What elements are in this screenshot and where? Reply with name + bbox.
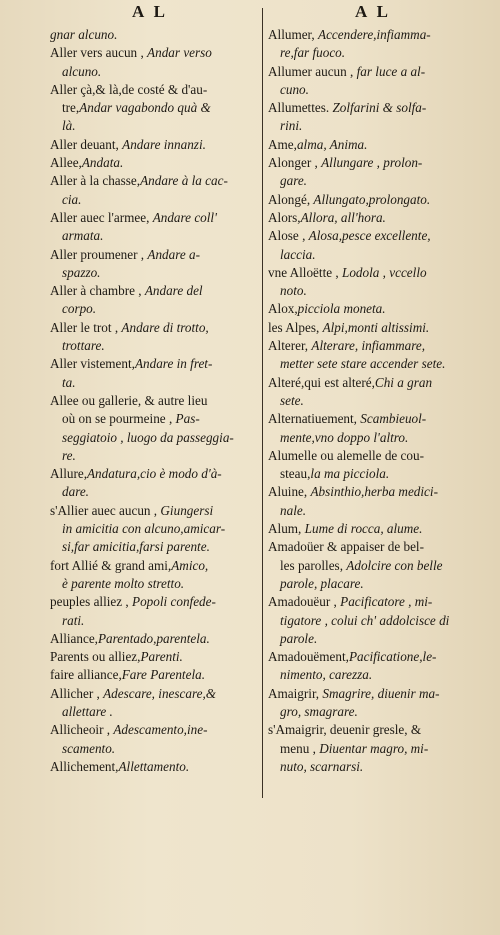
entry-line — [268, 246, 474, 264]
italian-gloss: Absinthio,herba medici- — [310, 484, 438, 500]
dictionary-entry — [268, 337, 474, 374]
dictionary-entry — [268, 191, 474, 209]
dictionary-entry — [268, 99, 474, 136]
italian-gloss: Alosa,pesce excellente, — [308, 228, 431, 244]
entry-line — [268, 337, 474, 355]
french-headword: Allicher , — [50, 685, 104, 701]
italian-gloss: Andar vagabondo quà & — [79, 100, 211, 116]
entry-line — [50, 117, 257, 135]
entry-line — [50, 392, 257, 410]
right-column — [268, 26, 474, 776]
entry-line — [50, 666, 257, 684]
entry-line — [50, 520, 257, 538]
entry-line — [268, 227, 474, 245]
italian-gloss: mente,vno doppo l'altro. — [280, 429, 409, 445]
french-headword: Allee ou gallerie, & autre lieu — [50, 392, 208, 408]
italian-gloss: allettare . — [62, 703, 113, 719]
entry-line — [50, 227, 257, 245]
entry-line — [50, 264, 257, 282]
dictionary-entry — [50, 685, 257, 722]
entry-line — [268, 154, 474, 172]
dictionary-entry — [268, 410, 474, 447]
entry-line — [268, 465, 474, 483]
entry-line — [50, 703, 257, 721]
entry-line — [50, 410, 257, 428]
entry-line — [268, 172, 474, 190]
entry-line — [268, 666, 474, 684]
italian-gloss: Andar verso — [147, 45, 212, 61]
french-headword: Alterer, — [268, 338, 312, 354]
entry-line — [50, 758, 257, 776]
french-headword: tre, — [62, 100, 80, 116]
dictionary-entry — [50, 502, 257, 557]
entry-line — [268, 319, 474, 337]
dictionary-entry — [50, 392, 257, 465]
italian-gloss: Andare innanzi. — [122, 136, 206, 152]
italian-gloss: Accendere,infiamma- — [318, 27, 431, 42]
entry-line — [268, 630, 474, 648]
dictionary-entry — [50, 246, 257, 283]
dictionary-entry — [50, 355, 257, 392]
italian-gloss: armata. — [62, 228, 104, 244]
entry-line — [50, 209, 257, 227]
dictionary-entry — [50, 666, 257, 684]
italian-gloss: Pacificatore , mi- — [340, 594, 433, 610]
french-headword: Alose , — [268, 228, 309, 244]
french-headword: Amadouëment, — [268, 649, 349, 665]
italian-gloss: Diuentar magro, mi- — [319, 740, 429, 756]
italian-gloss: in amicitia con alcuno,amicar- — [62, 521, 226, 537]
italian-gloss: ta. — [62, 374, 76, 390]
entry-line — [268, 593, 474, 611]
italian-gloss: laccia. — [280, 246, 316, 262]
french-headword: steau, — [280, 466, 311, 482]
dictionary-entry — [268, 136, 474, 154]
entry-line — [268, 557, 474, 575]
italian-gloss: Giungersi — [160, 502, 214, 518]
french-headword: les Alpes, — [268, 319, 323, 335]
italian-gloss: Allettamento. — [118, 758, 190, 774]
entry-line — [50, 355, 257, 373]
italian-gloss: gare. — [280, 173, 307, 189]
entry-line — [50, 630, 257, 648]
entry-line — [50, 319, 257, 337]
italian-gloss: parole, placare. — [280, 575, 364, 591]
dictionary-entry — [50, 758, 257, 776]
entry-line — [268, 685, 474, 703]
french-headword: Aller auec l'armee, — [50, 209, 153, 225]
italian-gloss: là. — [62, 118, 76, 134]
header-left-letters: A L — [132, 2, 168, 21]
entry-line — [50, 685, 257, 703]
french-headword: Allichement, — [50, 758, 119, 774]
french-headword: Alonger , — [268, 155, 322, 171]
dictionary-entry — [50, 44, 257, 81]
dictionary-entry — [50, 319, 257, 356]
entry-line — [268, 209, 474, 227]
dictionary-entry — [268, 648, 474, 685]
french-headword: où on se pourmeine , — [62, 411, 176, 427]
entry-line — [268, 63, 474, 81]
header-right-letters: A L — [355, 2, 391, 21]
italian-gloss: Andata. — [81, 155, 124, 171]
entry-line — [268, 447, 474, 465]
entry-line — [268, 538, 474, 556]
entry-line — [50, 447, 257, 465]
entry-line — [268, 612, 474, 630]
italian-gloss: Fare Parentela. — [121, 667, 206, 683]
french-headword: s'Amaigrir, deuenir gresle, & — [268, 722, 422, 738]
dictionary-entry — [268, 300, 474, 318]
dictionary-entry — [268, 374, 474, 411]
entry-line — [50, 429, 257, 447]
italian-gloss: re. — [62, 447, 76, 463]
dictionary-entry — [268, 26, 474, 63]
french-headword: Aller vers aucun , — [50, 45, 148, 61]
french-headword: peuples alliez , — [50, 594, 133, 610]
french-headword: Aller deuant, — [50, 136, 123, 152]
french-headword: faire alliance, — [50, 667, 122, 683]
entry-line — [268, 191, 474, 209]
entry-line — [268, 721, 474, 739]
dictionary-entry — [50, 136, 257, 154]
entry-line — [50, 721, 257, 739]
italian-gloss: Andare del — [144, 283, 203, 299]
entry-line — [50, 557, 257, 575]
entry-line — [50, 246, 257, 264]
dictionary-entry — [268, 319, 474, 337]
dictionary-entry — [50, 630, 257, 648]
dictionary-entry — [50, 81, 257, 136]
italian-gloss: gnar alcuno. — [50, 27, 118, 42]
entry-line — [50, 99, 257, 117]
italian-gloss: nale. — [280, 502, 307, 518]
entry-line — [50, 502, 257, 520]
entry-line — [50, 337, 257, 355]
italian-gloss: scamento. — [62, 740, 116, 756]
dictionary-entry — [50, 465, 257, 502]
italian-gloss: Andare coll' — [152, 209, 217, 225]
italian-gloss: la ma picciola. — [310, 466, 390, 482]
italian-gloss: nimento, carezza. — [280, 667, 373, 683]
entry-line — [268, 99, 474, 117]
entry-line — [268, 264, 474, 282]
entry-line — [268, 703, 474, 721]
dictionary-entry — [268, 721, 474, 776]
italian-gloss: Andare in fret- — [134, 356, 213, 372]
french-headword: Allicheoir , — [50, 722, 114, 738]
italian-gloss: noto. — [280, 283, 307, 299]
left-column — [50, 26, 257, 776]
entry-line — [50, 648, 257, 666]
french-headword: Amadouëur , — [268, 594, 341, 610]
french-headword: Allure, — [50, 466, 87, 482]
italian-gloss: seggiatoio , luogo da passeggia- — [62, 429, 234, 445]
dictionary-entry — [50, 209, 257, 246]
italian-gloss: rati. — [62, 612, 85, 628]
entry-line — [268, 117, 474, 135]
italian-gloss: spazzo. — [62, 264, 101, 280]
italian-gloss: Lodola , vccello — [341, 264, 427, 280]
french-headword: vne Alloëtte , — [268, 264, 342, 280]
dictionary-entry — [268, 520, 474, 538]
french-headword: Amadoüer & appaiser de bel- — [268, 539, 424, 555]
dictionary-entry — [268, 154, 474, 191]
italian-gloss: re,far fuoco. — [280, 45, 346, 61]
french-headword: Aller à la chasse, — [50, 173, 141, 189]
italian-gloss: Adolcire con belle — [346, 557, 443, 573]
entry-line — [50, 538, 257, 556]
entry-line — [268, 374, 474, 392]
french-headword: Aller à chambre , — [50, 283, 145, 299]
entry-line — [50, 612, 257, 630]
entry-line — [268, 758, 474, 776]
column-divider — [262, 8, 263, 798]
dictionary-entry — [50, 172, 257, 209]
italian-gloss: Allungare , prolon- — [321, 155, 423, 171]
dictionary-entry — [268, 593, 474, 648]
entry-line — [268, 483, 474, 501]
dictionary-entry — [268, 538, 474, 593]
entry-line — [268, 282, 474, 300]
entry-line — [50, 44, 257, 62]
entry-line — [268, 740, 474, 758]
entry-line — [268, 648, 474, 666]
dictionary-entry — [50, 154, 257, 172]
italian-gloss: Amico, — [171, 557, 209, 573]
entry-line — [268, 300, 474, 318]
italian-gloss: Allungato,prolongato. — [313, 191, 431, 207]
italian-gloss: alcuno. — [62, 63, 102, 79]
italian-gloss: Andare di trotto, — [121, 319, 209, 335]
entry-line — [50, 740, 257, 758]
entry-line — [50, 575, 257, 593]
entry-line — [268, 26, 474, 44]
italian-gloss: trottare. — [62, 338, 105, 354]
entry-line — [268, 502, 474, 520]
italian-gloss: Popoli confede- — [132, 594, 216, 610]
entry-line — [268, 81, 474, 99]
italian-gloss: si,far amicitia,farsi parente. — [62, 539, 210, 555]
entry-line — [50, 63, 257, 81]
entry-line — [268, 575, 474, 593]
italian-gloss: far luce a al- — [356, 63, 426, 79]
entry-line — [50, 483, 257, 501]
french-headword: Alumelle ou alemelle de cou- — [268, 447, 424, 463]
entry-line — [50, 191, 257, 209]
italian-gloss: parole. — [280, 630, 318, 646]
italian-gloss: Chi a gran — [374, 374, 433, 390]
italian-gloss: Lume di rocca, alume. — [304, 521, 423, 537]
entry-line — [50, 465, 257, 483]
dictionary-entry — [268, 227, 474, 264]
french-headword: Allumer, — [268, 27, 319, 42]
entry-line — [268, 520, 474, 538]
entry-line — [50, 26, 257, 44]
italian-gloss: Parenti. — [140, 649, 183, 665]
italian-gloss: Pacificatione,le- — [348, 649, 437, 665]
french-headword: s'Allier auec aucun , — [50, 502, 161, 518]
entry-line — [50, 300, 257, 318]
french-headword: Alum, — [268, 521, 305, 537]
french-headword: Alternatiuement, — [268, 411, 361, 427]
italian-gloss: Andatura,cio è modo d'à- — [87, 466, 222, 482]
italian-gloss: sete. — [280, 392, 304, 408]
french-headword: Alox, — [268, 301, 298, 317]
dictionary-entry — [50, 648, 257, 666]
dictionary-entry — [50, 557, 257, 594]
italian-gloss: alma, Anima. — [296, 136, 368, 152]
entry-line — [50, 154, 257, 172]
italian-gloss: nuto, scarnarsi. — [280, 758, 364, 774]
dictionary-entry — [268, 685, 474, 722]
french-headword: Amaigrir, — [268, 685, 323, 701]
entry-line — [50, 282, 257, 300]
entry-line — [268, 136, 474, 154]
entry-line — [268, 392, 474, 410]
dictionary-entry — [50, 26, 257, 44]
entry-line — [50, 81, 257, 99]
entry-line — [268, 410, 474, 428]
entry-line — [50, 593, 257, 611]
french-headword: menu , — [280, 740, 320, 756]
italian-gloss: è parente molto stretto. — [62, 575, 185, 591]
italian-gloss: picciola moneta. — [297, 301, 386, 317]
entry-line — [50, 374, 257, 392]
italian-gloss: Scambieuol- — [360, 411, 427, 427]
italian-gloss: corpo. — [62, 301, 97, 317]
italian-gloss: Smagrire, diuenir ma- — [322, 685, 440, 701]
entry-line — [268, 44, 474, 62]
french-headword: Allee, — [50, 155, 82, 171]
french-headword: Aller le trot , — [50, 319, 122, 335]
italian-gloss: dare. — [62, 484, 89, 500]
italian-gloss: Alterare, infiammare, — [311, 338, 426, 354]
french-headword: fort Allié & grand ami, — [50, 557, 172, 573]
french-headword: Aller çà,& là,de costé & d'au- — [50, 81, 208, 97]
italian-gloss: Allora, all'hora. — [300, 209, 386, 225]
italian-gloss: gro, smagrare. — [280, 703, 358, 719]
dictionary-entry — [268, 447, 474, 484]
french-headword: Aller proumener , — [50, 246, 148, 262]
italian-gloss: Adescare, inescare,& — [103, 685, 217, 701]
french-headword: Alliance, — [50, 630, 98, 646]
dictionary-entry — [268, 264, 474, 301]
entry-line — [50, 136, 257, 154]
italian-gloss: Zolfarini & solfa- — [332, 100, 427, 116]
dictionary-entry — [50, 282, 257, 319]
italian-gloss: cia. — [62, 191, 82, 207]
french-headword: Alongé, — [268, 191, 314, 207]
entry-line — [268, 429, 474, 447]
italian-gloss: Andare à la cac- — [140, 173, 228, 189]
entry-line — [268, 355, 474, 373]
dictionary-entry — [268, 209, 474, 227]
dictionary-entry — [50, 721, 257, 758]
italian-gloss: tigatore , colui ch' addolcisce di — [280, 612, 450, 628]
running-header — [0, 2, 500, 26]
italian-gloss: Pas- — [175, 411, 200, 427]
italian-gloss: metter sete stare accender sete. — [280, 356, 446, 372]
french-headword: Aluine, — [268, 484, 311, 500]
french-headword: Alteré,qui est alteré, — [268, 374, 375, 390]
italian-gloss: Parentado,parentela. — [97, 630, 210, 646]
french-headword: Allumer aucun , — [268, 63, 357, 79]
italian-gloss: Adescamento,ine- — [113, 722, 208, 738]
french-headword: Parents ou alliez, — [50, 649, 141, 665]
french-headword: Aller vistement, — [50, 356, 135, 372]
dictionary-entry — [268, 63, 474, 100]
french-headword: Ame, — [268, 136, 297, 152]
italian-gloss: cuno. — [280, 81, 309, 97]
entry-line — [50, 172, 257, 190]
french-headword: les parolles, — [280, 557, 347, 573]
italian-gloss: Andare a- — [147, 246, 201, 262]
french-headword: Alors, — [268, 209, 301, 225]
italian-gloss: rini. — [280, 118, 303, 134]
french-headword: Allumettes. — [268, 100, 333, 116]
dictionary-entry — [268, 483, 474, 520]
dictionary-entry — [50, 593, 257, 630]
italian-gloss: Alpi,monti altissimi. — [322, 319, 430, 335]
